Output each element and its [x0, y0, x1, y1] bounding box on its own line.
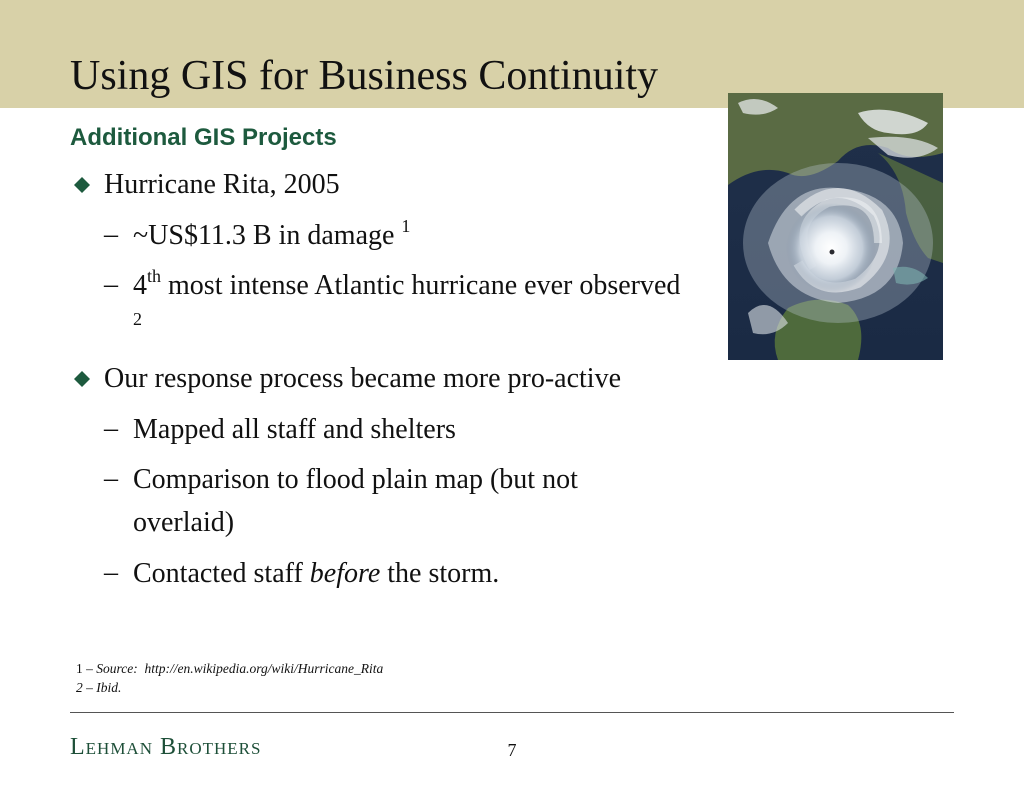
sub-bullet-item: [133, 264, 693, 350]
slide-subtitle: Additional GIS Projects: [70, 124, 337, 151]
ordinal-suffix: th: [147, 265, 162, 286]
sub-bullet-text: most intense Atlantic hurricane ever observed: [168, 270, 681, 301]
sub-bullet-item: [133, 408, 693, 451]
footnote-number: 1 –: [76, 661, 97, 676]
dash-marker: –: [104, 269, 118, 300]
bullet-item: Hurricane Rita, 2005: [104, 169, 340, 200]
footnote-ref: 2: [133, 308, 142, 329]
dash-marker: –: [104, 463, 118, 494]
sub-bullet-item: [133, 552, 693, 595]
bullet-item: Our response process became more pro-active: [104, 363, 622, 394]
ordinal-number: 4: [133, 270, 147, 301]
dash-marker: –: [104, 557, 118, 588]
dash-marker: –: [104, 219, 118, 250]
footer-divider: [70, 712, 954, 713]
diamond-bullet-icon: [74, 371, 90, 387]
sub-bullet-text: the storm.: [387, 558, 500, 589]
footnote-2: 2 – Ibid.: [76, 680, 122, 695]
diamond-bullet-icon: [74, 177, 90, 193]
page-number: 7: [507, 740, 517, 760]
slide-title: Using GIS for Business Continuity: [70, 53, 659, 99]
footnote-label: Source:: [96, 661, 138, 676]
dash-marker: –: [104, 413, 118, 444]
footnote-url: http://en.wikipedia.org/wiki/Hurricane_Rita: [144, 661, 384, 676]
sub-bullet-item: [133, 458, 673, 544]
sub-bullet-item: [133, 214, 693, 257]
sub-bullet-text: Contacted staff: [133, 558, 303, 589]
sub-bullet-text: Mapped all staff and shelters: [133, 414, 456, 445]
company-logo: Lehman Brothers: [70, 734, 262, 760]
emphasis-text: before: [309, 558, 381, 589]
sub-bullet-text: Comparison to flood plain map (but not overlaid): [133, 464, 578, 538]
footnotes: [76, 659, 383, 697]
sub-bullet-text: ~US$11.3 B in damage: [133, 220, 395, 251]
footnote-ref: 1: [401, 215, 411, 236]
hurricane-satellite-image: [728, 93, 943, 360]
footnote-1: [76, 659, 383, 678]
